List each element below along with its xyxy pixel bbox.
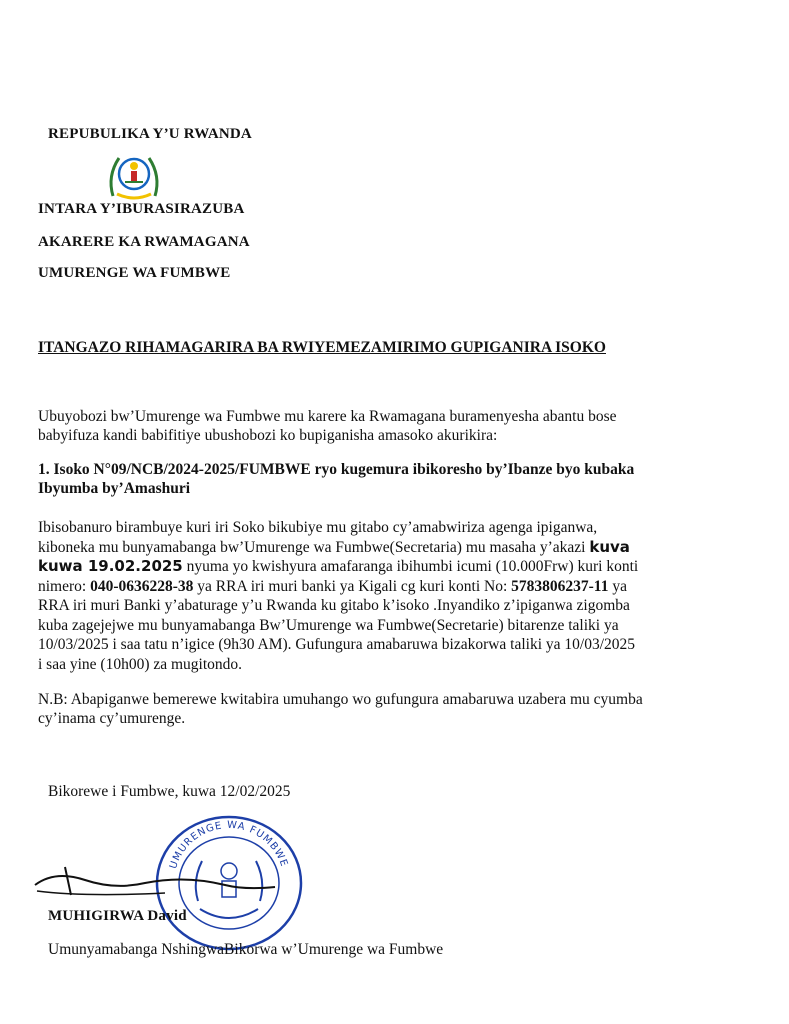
tender-line-2: Ibyumba by’Amashuri bbox=[38, 480, 191, 497]
details-line-6: kuba zagejejwe mu bunyamabanga Bw’Umurenge wa Fumbwe(Secretarie) bitarenze taliki ya bbox=[38, 616, 619, 634]
details-line-3-text: nyuma yo kwishyura amafaranga ibihumbi icumi (10.000Frw) kuri konti bbox=[182, 558, 639, 575]
header-sector: UMURENGE WA FUMBWE bbox=[38, 265, 231, 281]
nb-line-1: N.B: Abapiganwe bemerewe kwitabira umuhango wo gufungura amabaruwa uzabera mu cyumba bbox=[38, 691, 643, 708]
details-line-2 bbox=[38, 538, 752, 558]
signatory-name: MUHIGIRWA David bbox=[48, 908, 187, 924]
place-date: Bikorewe i Fumbwe, kuwa 12/02/2025 bbox=[48, 783, 291, 800]
details-line-8: i saa yine (10h00) za mugitondo. bbox=[38, 655, 243, 673]
start-date: kuwa 19.02.2025 bbox=[38, 557, 183, 575]
tender-line-1: 1. Isoko N°09/NCB/2024-2025/FUMBWE ryo kugemura ibikoresho by’Ibanze byo kubaka bbox=[38, 461, 635, 478]
bk-account-number: 040-0636228-38 bbox=[90, 577, 194, 595]
details-paragraph bbox=[38, 518, 752, 674]
tender-heading bbox=[38, 460, 752, 498]
details-line-5: RRA iri muri Banki y’abaturage y’u Rwanda ku gitabo k’isoko .Inyandiko z’ipiganwa zigomba bbox=[38, 597, 630, 614]
header-country: REPUBULIKA Y’U RWANDA bbox=[48, 126, 252, 142]
header-province: INTARA Y’IBURASIRAZUBA bbox=[38, 201, 245, 217]
header-district: AKARERE KA RWAMAGANA bbox=[38, 234, 250, 250]
intro-line-2: babyifuza kandi babifitiye ubushobozi ko bupiganisha amasoko akurikira: bbox=[38, 427, 498, 444]
start-keyword: kuva bbox=[589, 537, 630, 556]
details-line-7: 10/03/2025 i saa tatu n’igice (9h30 AM). Gufungura amabaruwa bizakorwa taliki ya 10/03/2025 bbox=[38, 636, 636, 653]
account-suffix: ya bbox=[608, 577, 627, 595]
details-line-1: Ibisobanuro birambuye kuri iri Soko bikubiye mu gitabo cy’amabwiriza agenga ipiganwa, bbox=[38, 519, 598, 536]
details-line-2-text: kiboneka mu bunyamabanga bw’Umurenge wa Fumbwe(Secretaria) mu masaha y’akazi bbox=[38, 538, 590, 556]
document-title: ITANGAZO RIHAMAGARIRA BA RWIYEMEZAMIRIMO GUPIGANIRA ISOKO bbox=[38, 339, 606, 356]
coat-of-arms-icon bbox=[105, 150, 163, 202]
signatory-position: Umunyamabanga NshingwaBikorwa w’Umurenge wa Fumbwe bbox=[48, 941, 444, 958]
account-prefix: nimero: bbox=[38, 577, 91, 595]
intro-paragraph bbox=[38, 407, 752, 445]
stamp-arc-text: UMURENGE WA FUMBWE bbox=[167, 819, 290, 871]
intro-line-1: Ubuyobozi bw’Umurenge wa Fumbwe mu karere ka Rwamagana buramenyesha abantu bose bbox=[38, 408, 617, 425]
details-line-4 bbox=[38, 577, 752, 597]
bpr-account-number: 5783806237-11 bbox=[511, 577, 609, 595]
account-middle: ya RRA iri muri banki ya Kigali cg kuri konti No: bbox=[193, 577, 512, 595]
nb-paragraph bbox=[38, 690, 752, 728]
details-line-3 bbox=[38, 557, 752, 577]
handwritten-signature bbox=[25, 855, 285, 915]
nb-line-2: cy’inama cy’umurenge. bbox=[38, 710, 186, 727]
